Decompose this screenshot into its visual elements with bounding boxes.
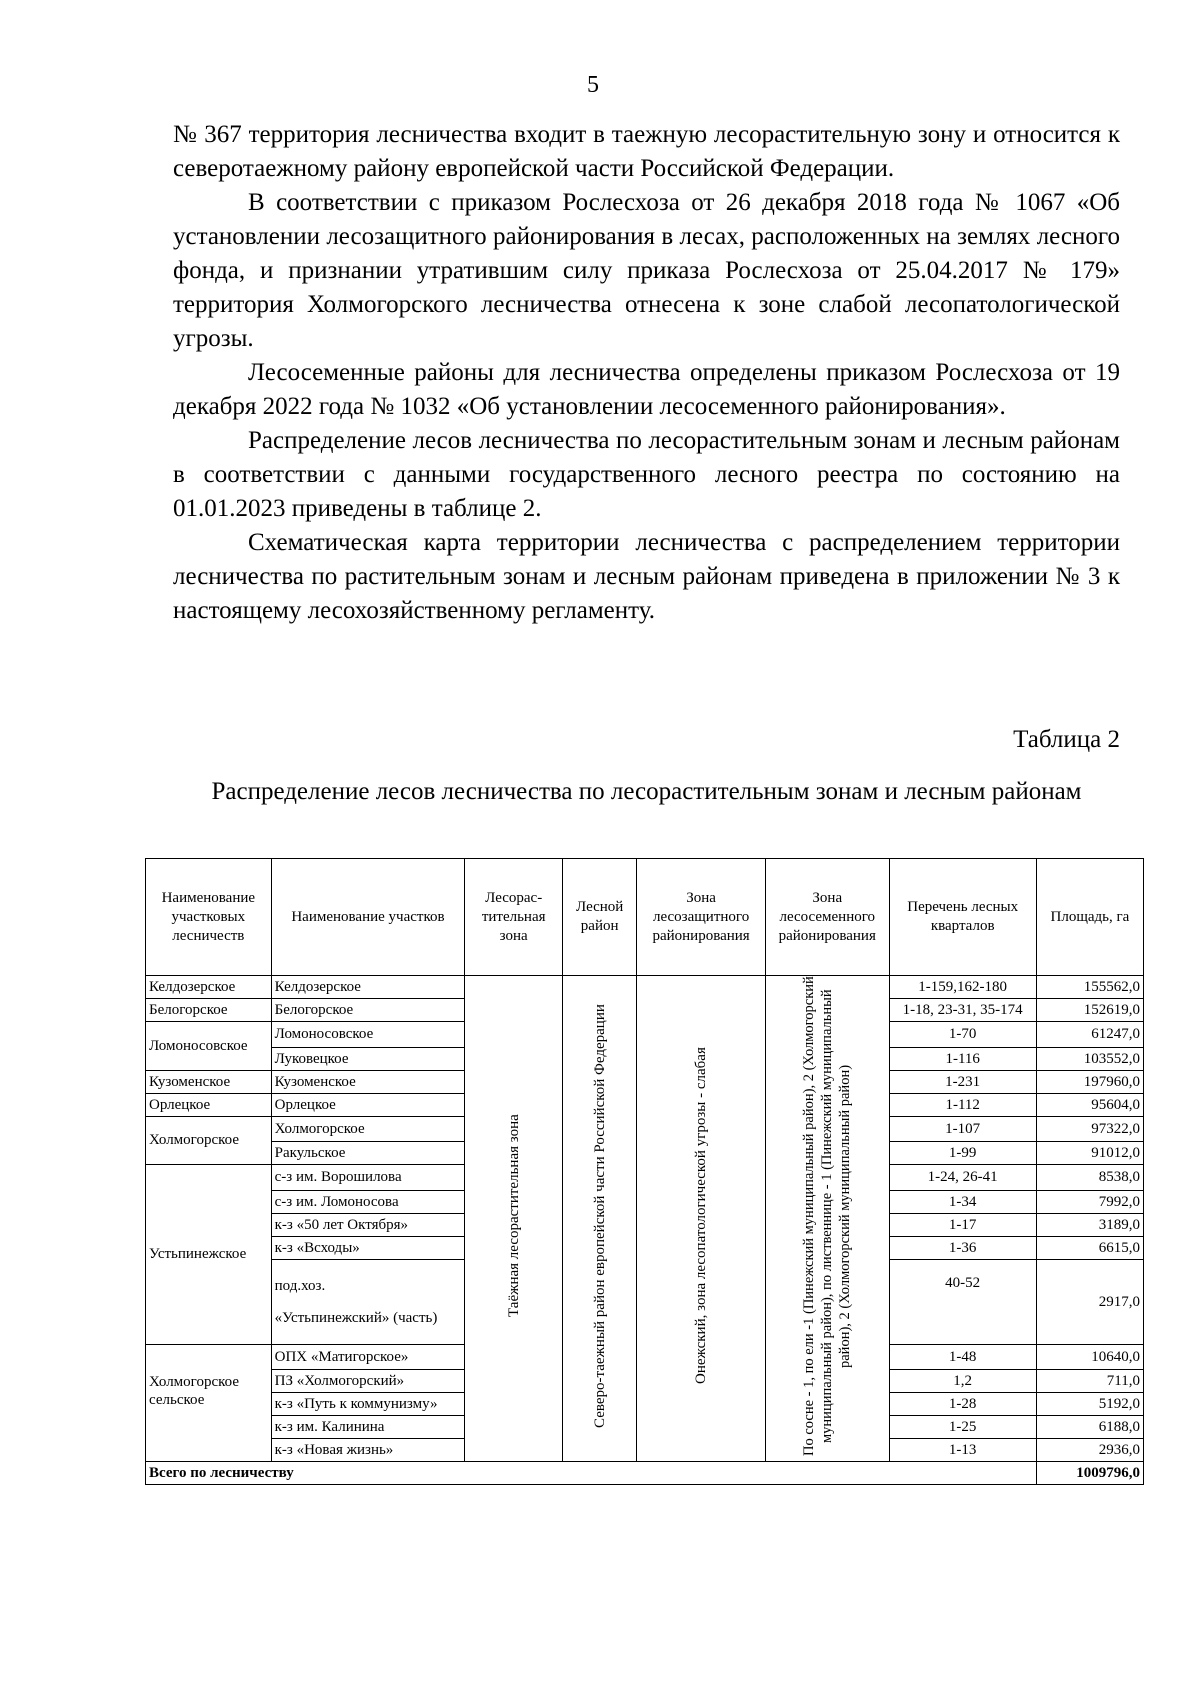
district-cell: Орлецкое — [146, 1093, 272, 1116]
paragraph-5: Схематическая карта территории лесничества с распределением территории лесничества по растительным зонам и лесным районам приведена в приложении № 3 к настоящему лесохозяйственному регламенту. — [173, 529, 1120, 624]
section-cell: Белогорское — [271, 999, 465, 1022]
protect-zone-text: Онежский, зона лесопатологической угрозы - слабая — [693, 1047, 710, 1385]
district-cell: Келдозерское — [146, 976, 272, 999]
quarters-cell: 1-13 — [889, 1439, 1036, 1462]
quarters-cell: 1-18, 23-31, 35-174 — [889, 999, 1036, 1022]
area-cell: 95604,0 — [1036, 1093, 1143, 1116]
paragraph-3: Лесосеменные районы для лесничества определены приказом Рослесхоза от 19 декабря 2022 года № 1032 «Об установлении лесосеменного районирования». — [173, 359, 1120, 420]
section-cell: с-з им. Ворошилова — [271, 1165, 465, 1191]
quarters-cell: 1-70 — [889, 1022, 1036, 1048]
area-cell: 103552,0 — [1036, 1047, 1143, 1070]
quarters-cell: 1-107 — [889, 1116, 1036, 1142]
area-cell: 2936,0 — [1036, 1439, 1143, 1462]
section-cell: ОПХ «Матигорское» — [271, 1344, 465, 1370]
header-quarters: Перечень лесных кварталов — [889, 859, 1036, 976]
section-cell: Кузоменское — [271, 1070, 465, 1093]
section-cell: Ракульское — [271, 1142, 465, 1165]
quarters-cell: 1-48 — [889, 1344, 1036, 1370]
table-title: Распределение лесов лесничества по лесорастительным зонам и лесным районам — [211, 778, 1082, 805]
section-cell: к-з «Путь к коммунизму» — [271, 1393, 465, 1416]
section-cell: к-з им. Калинина — [271, 1416, 465, 1439]
area-cell: 6615,0 — [1036, 1236, 1143, 1259]
section-cell: Холмогорское — [271, 1116, 465, 1142]
district-cell: Устьпинежское — [146, 1165, 272, 1345]
section-line-1: под.хоз. — [274, 1277, 326, 1294]
quarters-cell: 1-231 — [889, 1070, 1036, 1093]
district-cell: Кузоменское — [146, 1070, 272, 1093]
area-cell: 711,0 — [1036, 1370, 1143, 1393]
area-cell: 7992,0 — [1036, 1190, 1143, 1213]
area-cell: 8538,0 — [1036, 1165, 1143, 1191]
section-cell: Орлецкое — [271, 1093, 465, 1116]
total-label: Всего по лесничеству — [146, 1462, 1037, 1485]
header-region: Лесной район — [563, 859, 637, 976]
table-label: Таблица 2 — [1013, 726, 1120, 753]
area-cell: 155562,0 — [1036, 976, 1143, 999]
header-zone: Лесорас-тительная зона — [465, 859, 563, 976]
area-cell: 197960,0 — [1036, 1070, 1143, 1093]
section-cell: к-з «Всходы» — [271, 1236, 465, 1259]
header-section: Наименование участков — [271, 859, 465, 976]
district-cell: Холмогорское сельское — [146, 1344, 272, 1462]
quarters-cell: 1-99 — [889, 1142, 1036, 1165]
table-header-row — [146, 859, 1144, 976]
area-cell: 61247,0 — [1036, 1022, 1143, 1048]
table-row — [146, 976, 1144, 999]
header-area: Площадь, га — [1036, 859, 1143, 976]
paragraph-1: № 367 территория лесничества входит в таежную лесорастительную зону и относится к северотаежному району европейской части Российской Федерации. — [173, 121, 1120, 182]
header-protect-zone: Зона лесозащитного районирования — [637, 859, 766, 976]
district-cell: Ломоносовское — [146, 1022, 272, 1071]
section-cell: Келдозерское — [271, 976, 465, 999]
area-cell: 97322,0 — [1036, 1116, 1143, 1142]
area-cell: 152619,0 — [1036, 999, 1143, 1022]
zone-merged-cell — [465, 976, 563, 1462]
quarters-cell: 1-34 — [889, 1190, 1036, 1213]
area-cell: 6188,0 — [1036, 1416, 1143, 1439]
area-cell: 91012,0 — [1036, 1142, 1143, 1165]
section-cell: Луковецкое — [271, 1047, 465, 1070]
area-cell: 10640,0 — [1036, 1344, 1143, 1370]
section-cell: Ломоносовское — [271, 1022, 465, 1048]
region-merged-cell — [563, 976, 637, 1462]
seed-zone-text: По сосне - 1, по ели -1 (Пинежский муниципальный район), 2 (Холмогорский муниципальный район), по лиственнице - 1 (Пинежский муниципальный район), 2 (Холмогорский муниципальный район) — [801, 976, 854, 1456]
section-cell — [271, 1259, 465, 1344]
quarters-cell: 1-159,162-180 — [889, 976, 1036, 999]
total-area: 1009796,0 — [1036, 1462, 1143, 1485]
body-text — [173, 118, 1120, 628]
protect-zone-merged-cell — [637, 976, 766, 1462]
quarters-cell: 1-112 — [889, 1093, 1036, 1116]
seed-zone-merged-cell — [765, 976, 889, 1462]
district-cell: Белогорское — [146, 999, 272, 1022]
section-cell: к-з «50 лет Октября» — [271, 1213, 465, 1236]
paragraph-2: В соответствии с приказом Рослесхоза от 26 декабря 2018 года № 1067 «Об установлении лесозащитного районирования в лесах, расположенных на землях лесного фонда, и признании утратившим силу приказа Рослесхоза от 25.04.2017 № 179» территория Холмогорского лесничества отнесена к зоне слабой лесопатологической угрозы. — [173, 189, 1120, 352]
section-cell: к-з «Новая жизнь» — [271, 1439, 465, 1462]
quarters-cell: 1-17 — [889, 1213, 1036, 1236]
forest-distribution-table — [145, 858, 1144, 1485]
quarters-cell: 1-24, 26-41 — [889, 1165, 1036, 1191]
region-text: Северо-таежный район европейской части Российской Федерации — [591, 1004, 608, 1428]
paragraph-4: Распределение лесов лесничества по лесорастительным зонам и лесным районам в соответствии с данными государственного лесного реестра по состоянию на 01.01.2023 приведены в таблице 2. — [173, 427, 1120, 522]
area-cell: 2917,0 — [1036, 1259, 1143, 1344]
district-cell: Холмогорское — [146, 1116, 272, 1165]
page-number: 5 — [587, 72, 599, 98]
area-cell: 5192,0 — [1036, 1393, 1143, 1416]
zone-text: Таёжная лесорастительная зона — [505, 1114, 522, 1318]
area-cell: 3189,0 — [1036, 1213, 1143, 1236]
quarters-cell: 1-36 — [889, 1236, 1036, 1259]
header-district: Наименование участковых лесничеств — [146, 859, 272, 976]
section-cell: с-з им. Ломоносова — [271, 1190, 465, 1213]
quarters-cell: 1,2 — [889, 1370, 1036, 1393]
section-cell: ПЗ «Холмогорский» — [271, 1370, 465, 1393]
quarters-cell: 1-116 — [889, 1047, 1036, 1070]
header-seed-zone: Зона лесосеменного районирования — [765, 859, 889, 976]
quarters-cell: 1-28 — [889, 1393, 1036, 1416]
table-total-row — [146, 1462, 1144, 1485]
quarters-cell: 40-52 — [889, 1259, 1036, 1344]
quarters-cell: 1-25 — [889, 1416, 1036, 1439]
section-line-2: «Устьпинежский» (часть) — [274, 1309, 438, 1326]
